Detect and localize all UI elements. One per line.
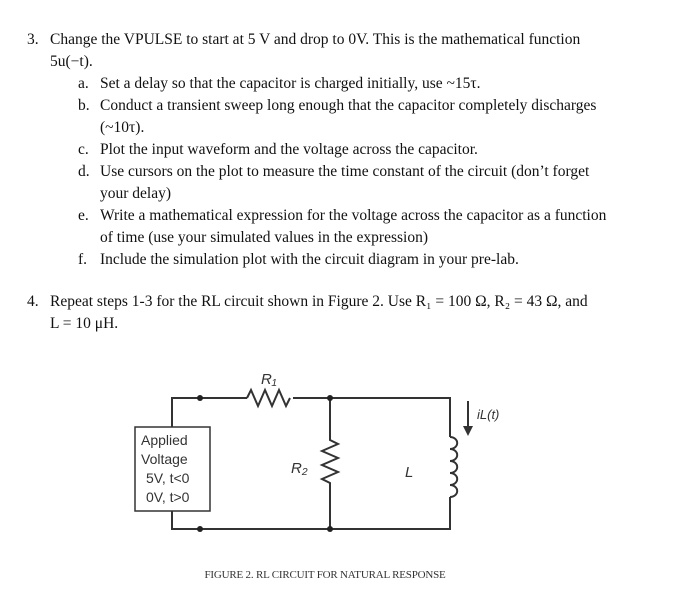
inductor-l [450,437,457,497]
item-a-marker: a. [78,75,89,92]
l-label: L [405,464,414,481]
r2-label: R₂ [291,460,308,477]
wire-top-right [293,398,450,437]
node-dot [197,395,203,401]
item-c-text: Plot the input waveform and the voltage across the capacitor. [100,141,478,158]
node-dot [327,395,333,401]
item-f-text: Include the simulation plot with the circuit diagram in your pre-lab. [100,251,519,268]
r1-label: R₁ [261,371,277,388]
resistor-r2 [322,398,338,529]
q3-text: Change the VPULSE to start at 5 V and drop to 0V. This is the mathematical function [50,31,581,48]
wire-bottom [172,497,450,529]
item-a-text: Set a delay so that the capacitor is charged initially, use ~15τ. [100,75,481,92]
item-d-text-cont: your delay) [100,185,172,202]
source-label-line: 5V, t<0 [146,470,190,486]
q3-number: 3. [27,31,39,48]
q4-text: Repeat steps 1-3 for the RL circuit shown in Figure 2. Use R₁ = 100 Ω, R₂ = 43 Ω, and [50,293,588,310]
item-b-marker: b. [78,97,90,114]
source-label-line: 0V, t>0 [146,489,190,505]
node-dot [327,526,333,532]
item-e-text-cont: of time (use your simulated values in the expression) [100,229,429,246]
item-c-marker: c. [78,141,89,158]
wire-top-left [172,398,247,427]
item-d-text: Use cursors on the plot to measure the time constant of the circuit (don’t forget [100,163,590,180]
q4-text-cont: L = 10 μH. [50,315,119,332]
item-b-text-cont: (~10τ). [100,119,145,136]
q3-text-cont: 5u(−t). [50,53,93,70]
current-arrow-head [463,426,473,436]
item-e-marker: e. [78,207,89,224]
source-label-line: Voltage [141,451,188,467]
node-dot [197,526,203,532]
item-d-marker: d. [78,163,90,180]
resistor-r1 [247,390,290,406]
current-label: iL(t) [477,407,500,422]
item-f-marker: f. [78,251,88,268]
figure-caption: FIGURE 2. RL CIRCUIT FOR NATURAL RESPONSE [204,569,446,581]
item-e-text: Write a mathematical expression for the voltage across the capacitor as a function [100,207,607,224]
q4-number: 4. [27,293,39,310]
item-b-text: Conduct a transient sweep long enough that the capacitor completely discharges [100,97,597,114]
source-label-line: Applied [141,432,188,448]
